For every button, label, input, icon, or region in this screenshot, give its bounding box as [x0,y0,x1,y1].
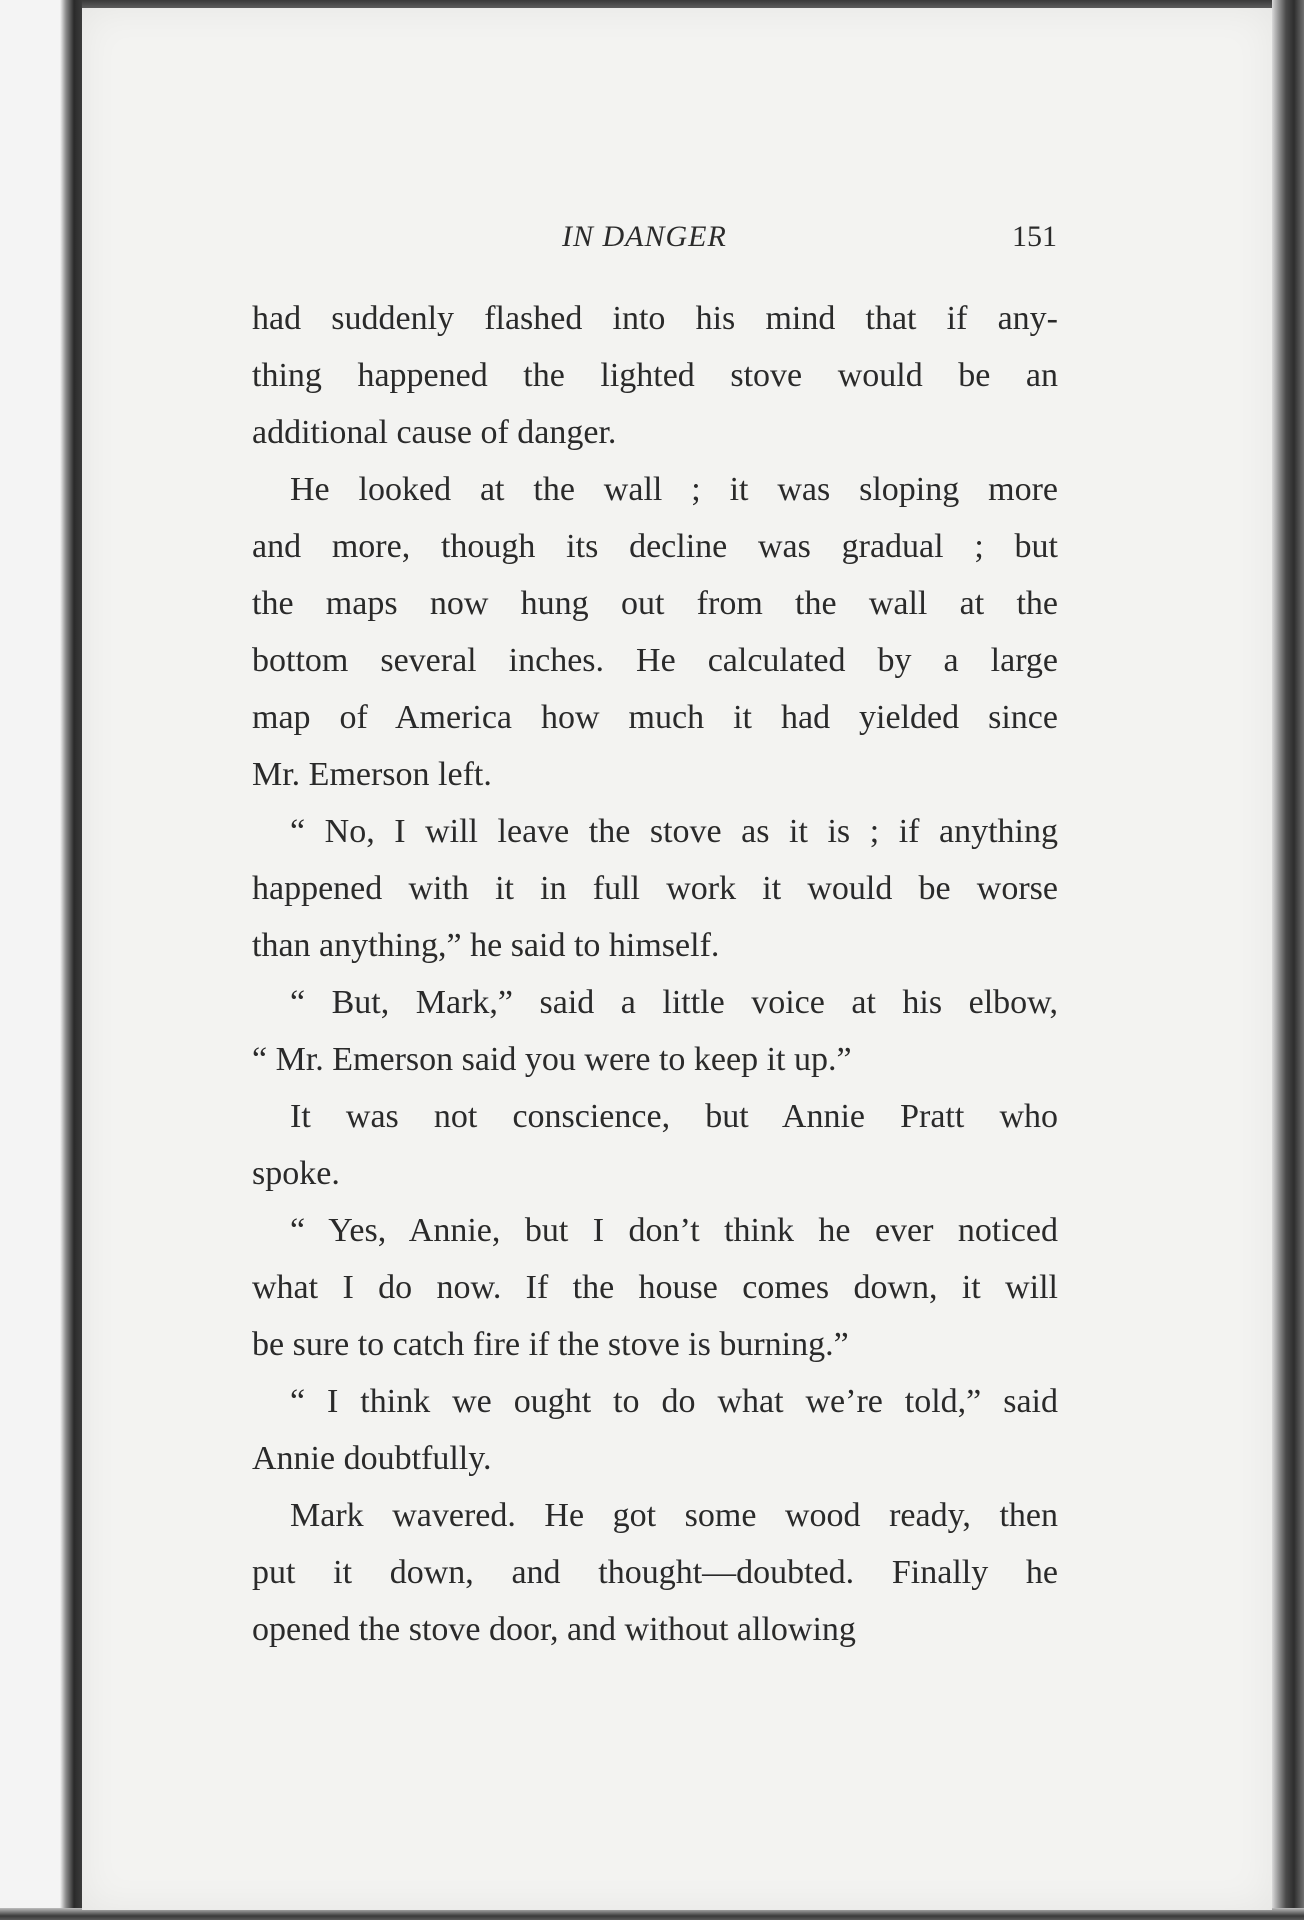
paragraph [252,1202,1058,1373]
text-line: “ Mr. Emerson said you were to keep it up.” [252,1041,852,1078]
page-number: 151 [1012,220,1057,253]
text-line: be sure to catch fire if the stove is burning.” [252,1326,849,1363]
left-binding-edge [0,0,82,1920]
text-line: “ No, I will leave the stove as it is ; if anything [290,813,1058,850]
text-line: Annie doubtfully. [252,1440,492,1477]
text-line: additional cause of danger. [252,414,617,451]
text-line: He looked at the wall ; it was sloping more [290,471,1058,508]
text-line: happened with it in full work it would be worse [252,870,1058,907]
paragraph [252,1487,1058,1658]
text-line: Mark wavered. He got some wood ready, then [290,1497,1058,1534]
book-page [82,8,1272,1910]
text-line: Mr. Emerson left. [252,756,492,793]
text-line: what I do now. If the house comes down, it will [252,1269,1058,1306]
paragraph [252,1088,1058,1202]
running-head [82,220,1272,260]
paragraph [252,1373,1058,1487]
text-line: had suddenly flashed into his mind that if any- [252,300,1058,337]
body-text [252,290,1058,1658]
paragraph [252,461,1058,803]
text-line: and more, though its decline was gradual ; but [252,528,1058,565]
right-page-edge [1272,0,1304,1920]
paragraph [252,974,1058,1088]
text-line: It was not conscience, but Annie Pratt who [290,1098,1058,1135]
paragraph [252,803,1058,974]
text-line: bottom several inches. He calculated by a large [252,642,1058,679]
text-line: “ I think we ought to do what we’re told,” said [290,1383,1058,1420]
text-line: the maps now hung out from the wall at the [252,585,1058,622]
text-line: put it down, and thought—doubted. Finally he [252,1554,1058,1591]
text-line: than anything,” he said to himself. [252,927,720,964]
text-line: “ Yes, Annie, but I don’t think he ever noticed [290,1212,1058,1249]
paragraph [252,290,1058,461]
running-title: IN DANGER [562,220,727,253]
text-line: thing happened the lighted stove would be an [252,357,1058,394]
text-line: spoke. [252,1155,340,1192]
text-line: “ But, Mark,” said a little voice at his elbow, [290,984,1058,1021]
text-line: opened the stove door, and without allowing [252,1611,856,1648]
text-line: map of America how much it had yielded since [252,699,1058,736]
